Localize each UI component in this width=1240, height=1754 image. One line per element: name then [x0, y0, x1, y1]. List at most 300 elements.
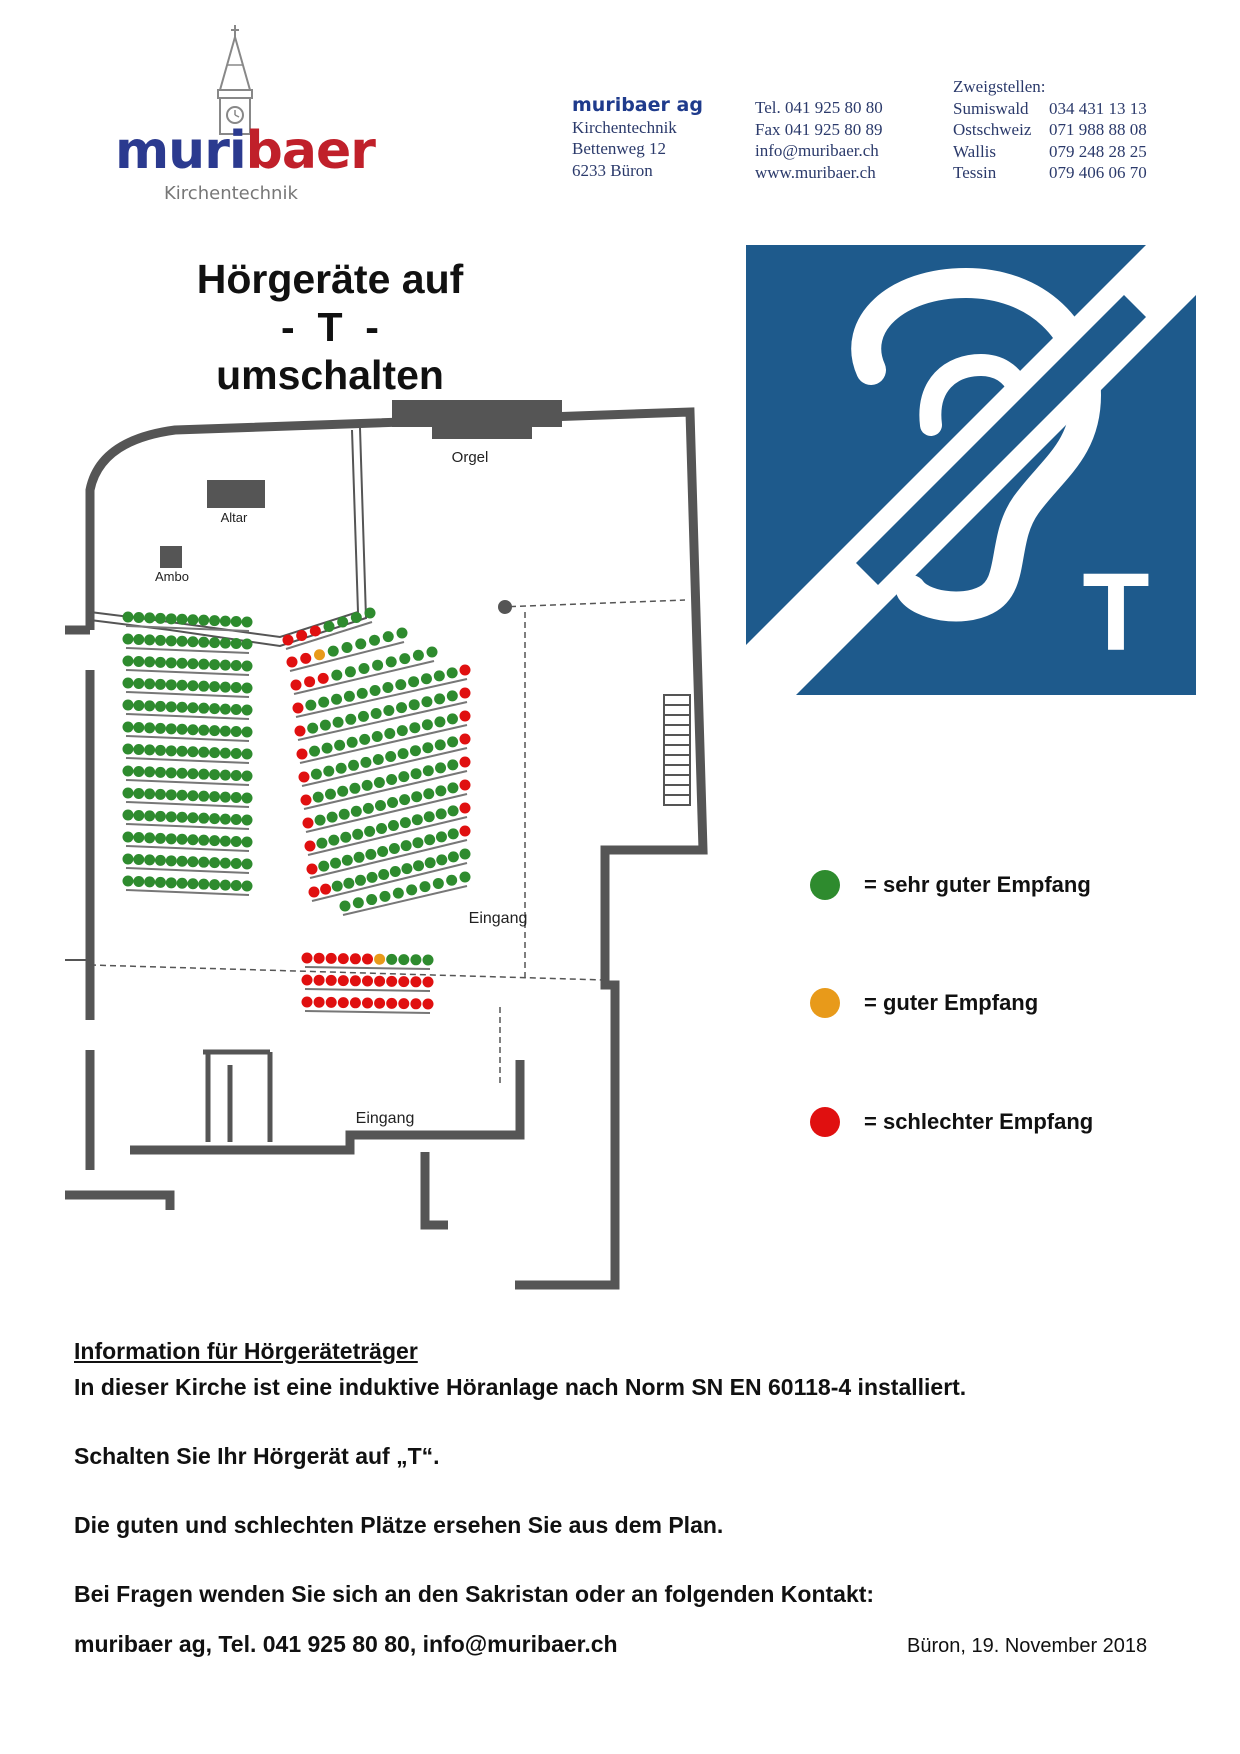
seat: [350, 953, 361, 964]
seat: [399, 653, 410, 664]
seat: [423, 765, 434, 776]
seat: [327, 812, 338, 823]
seat: [187, 812, 198, 823]
seat: [242, 727, 253, 738]
contact-phone: Tel. 041 925 80 80: [755, 98, 883, 117]
seat: [460, 826, 471, 837]
seat: [305, 700, 316, 711]
seat: [155, 679, 166, 690]
info-title: Information für Hörgeräteträger: [74, 1338, 418, 1364]
seat: [309, 887, 320, 898]
company-logo: [110, 25, 375, 205]
seat: [209, 879, 220, 890]
seat: [133, 876, 144, 887]
heading-line-1: Hörgeräte auf: [196, 256, 464, 302]
seat: [398, 998, 409, 1009]
seat: [144, 634, 155, 645]
seat: [302, 953, 313, 964]
seat: [123, 876, 134, 887]
seat: [436, 808, 447, 819]
seat: [460, 734, 471, 745]
seat: [410, 998, 421, 1009]
seat: [231, 726, 242, 737]
label-orgel: Orgel: [451, 449, 489, 466]
seat: [337, 617, 348, 628]
seat: [220, 814, 231, 825]
seat: [382, 682, 393, 693]
seat: [155, 723, 166, 734]
seat: [325, 789, 336, 800]
seat: [155, 745, 166, 756]
loop-amplifier: [498, 600, 512, 614]
label-altar: Altar: [220, 510, 248, 525]
seat: [242, 683, 253, 694]
seat: [187, 834, 198, 845]
sign-letter-t: T: [1082, 551, 1150, 674]
seat: [231, 616, 242, 627]
seat: [328, 835, 339, 846]
seat: [372, 660, 383, 671]
seat: [318, 861, 329, 872]
seat: [242, 793, 253, 804]
seat: [187, 878, 198, 889]
seat: [198, 703, 209, 714]
seat: [410, 976, 421, 987]
seat: [123, 656, 134, 667]
seat: [375, 800, 386, 811]
seat: [155, 877, 166, 888]
seat: [177, 856, 188, 867]
plan-stairs: [664, 695, 690, 805]
seat: [326, 997, 337, 1008]
seat: [177, 680, 188, 691]
document-date: Büron, 19. November 2018: [907, 1635, 1148, 1657]
seat: [446, 875, 457, 886]
seat: [340, 832, 351, 843]
seat: [220, 858, 231, 869]
branch-row: [953, 162, 1193, 184]
logo-wordmark-muri: muri: [115, 121, 246, 181]
seat: [155, 613, 166, 624]
seat: [422, 719, 433, 730]
page-heading: [150, 255, 510, 399]
seat: [386, 656, 397, 667]
seat: [305, 841, 316, 852]
seat: [436, 854, 447, 865]
seat: [198, 835, 209, 846]
seat: [177, 834, 188, 845]
seat: [209, 703, 220, 714]
seat: [410, 745, 421, 756]
seat: [242, 705, 253, 716]
seat: [133, 766, 144, 777]
seat: [283, 635, 294, 646]
seat: [410, 954, 421, 965]
seat: [393, 888, 404, 899]
seat: [322, 743, 333, 754]
seat: [307, 864, 318, 875]
seat: [198, 813, 209, 824]
seat: [187, 856, 198, 867]
seat: [144, 678, 155, 689]
seat: [386, 998, 397, 1009]
seat: [209, 725, 220, 736]
seat: [460, 665, 471, 676]
seat: [133, 612, 144, 623]
seat: [374, 976, 385, 987]
seat: [355, 875, 366, 886]
seat: [166, 657, 177, 668]
church-floor-plan: [60, 400, 740, 1300]
seat: [314, 649, 325, 660]
seat: [363, 803, 374, 814]
seat: [436, 831, 447, 842]
branch-phone: 071 988 88 08: [1049, 120, 1147, 139]
pew-line: [126, 670, 249, 675]
legend-item: [810, 988, 1038, 1018]
seat: [144, 832, 155, 843]
seat: [220, 660, 231, 671]
seat: [198, 791, 209, 802]
branch-name: Tessin: [953, 163, 997, 182]
seat: [338, 997, 349, 1008]
seat: [434, 716, 445, 727]
seat: [385, 751, 396, 762]
seat: [362, 976, 373, 987]
seat: [231, 660, 242, 671]
seat: [242, 859, 253, 870]
seat: [123, 678, 134, 689]
seat: [396, 702, 407, 713]
seat: [209, 857, 220, 868]
seat: [357, 688, 368, 699]
seat: [209, 681, 220, 692]
pew-line: [126, 692, 249, 697]
pew-line: [305, 1011, 430, 1013]
seat: [388, 820, 399, 831]
seat: [242, 771, 253, 782]
legend-label: = sehr guter Empfang: [864, 872, 1091, 897]
branch-name: Wallis: [953, 141, 997, 161]
branches-block: [953, 76, 1193, 184]
seat: [123, 744, 134, 755]
contact-website: www.muribaer.ch: [755, 162, 876, 182]
seat: [359, 663, 370, 674]
pew-line: [126, 802, 249, 807]
pew-line: [126, 824, 249, 829]
seat: [300, 653, 311, 664]
address-line: 6233 Büron: [572, 160, 653, 180]
seat: [337, 786, 348, 797]
seat: [187, 658, 198, 669]
branch-name: Sumiswald: [953, 98, 1029, 118]
seat: [448, 851, 459, 862]
seat: [209, 659, 220, 670]
seat: [412, 814, 423, 825]
seat: [412, 837, 423, 848]
seat: [209, 747, 220, 758]
branch-phone: 034 431 13 13: [1049, 98, 1147, 118]
seat: [302, 997, 313, 1008]
seat: [314, 953, 325, 964]
seat: [359, 734, 370, 745]
seat: [166, 767, 177, 778]
seat: [166, 613, 177, 624]
seat: [413, 650, 424, 661]
seat: [295, 726, 306, 737]
seat: [349, 783, 360, 794]
seat: [399, 794, 410, 805]
seat: [123, 854, 134, 865]
seat: [347, 737, 358, 748]
seat: [231, 748, 242, 759]
seat: [209, 769, 220, 780]
seat: [242, 639, 253, 650]
seat: [371, 708, 382, 719]
seat: [133, 678, 144, 689]
seat: [353, 897, 364, 908]
seat: [411, 768, 422, 779]
seat: [123, 766, 134, 777]
seat: [408, 676, 419, 687]
seat: [155, 767, 166, 778]
address-block: [572, 95, 703, 181]
seat: [144, 766, 155, 777]
seat: [369, 635, 380, 646]
legend-dot-red: [810, 1107, 840, 1137]
seat: [291, 680, 302, 691]
seat: [376, 823, 387, 834]
seat: [220, 748, 231, 759]
seat: [198, 879, 209, 890]
seat: [296, 630, 307, 641]
seat: [144, 656, 155, 667]
seat: [220, 836, 231, 847]
seat: [231, 638, 242, 649]
seat: [166, 877, 177, 888]
seat: [231, 836, 242, 847]
seat: [358, 711, 369, 722]
branch-name: Ostschweiz: [953, 120, 1032, 139]
seat: [373, 754, 384, 765]
seat: [377, 846, 388, 857]
seat: [187, 680, 198, 691]
seat: [231, 704, 242, 715]
seat: [328, 646, 339, 657]
info-line-4: Bei Fragen wenden Sie sich an den Sakristan oder an folgenden Kontakt:: [74, 1581, 875, 1607]
seat: [166, 855, 177, 866]
seat: [447, 759, 458, 770]
seat: [423, 977, 434, 988]
logo-subtitle: Kirchentechnik: [164, 183, 298, 204]
seat: [365, 608, 376, 619]
seat: [374, 998, 385, 1009]
branch-phone: 079 406 06 70: [1049, 163, 1147, 182]
seat: [352, 829, 363, 840]
seat: [144, 854, 155, 865]
seat: [302, 975, 313, 986]
seat: [460, 849, 471, 860]
seat: [460, 711, 471, 722]
organ-shape: [392, 400, 562, 439]
seat: [338, 975, 349, 986]
seat: [365, 849, 376, 860]
seat: [133, 656, 144, 667]
seat: [348, 760, 359, 771]
seat: [314, 975, 325, 986]
seat: [324, 621, 335, 632]
seat: [133, 810, 144, 821]
seat: [198, 857, 209, 868]
seat: [198, 747, 209, 758]
seat: [287, 657, 298, 668]
seat: [166, 745, 177, 756]
seat: [342, 642, 353, 653]
seat: [447, 782, 458, 793]
seat: [242, 815, 253, 826]
seat: [155, 789, 166, 800]
seat: [427, 647, 438, 658]
seat: [177, 702, 188, 713]
branch-row: [953, 98, 1193, 120]
seat: [350, 975, 361, 986]
seat: [386, 774, 397, 785]
seat: [447, 667, 458, 678]
seat: [177, 614, 188, 625]
seat: [386, 954, 397, 965]
seat: [397, 725, 408, 736]
seat: [331, 694, 342, 705]
seat: [447, 736, 458, 747]
seat: [231, 682, 242, 693]
seat: [166, 723, 177, 734]
pew-line: [126, 714, 249, 719]
seat: [448, 828, 459, 839]
seat: [177, 636, 188, 647]
seat: [434, 693, 445, 704]
seat: [320, 720, 331, 731]
seat: [299, 772, 310, 783]
church-tower-icon: [200, 25, 270, 135]
seat: [220, 792, 231, 803]
seat: [209, 791, 220, 802]
seat: [220, 616, 231, 627]
seat: [198, 769, 209, 780]
seat: [374, 954, 385, 965]
seat: [318, 697, 329, 708]
seat: [351, 612, 362, 623]
seat: [123, 700, 134, 711]
seat: [398, 976, 409, 987]
seat: [307, 723, 318, 734]
seat: [231, 792, 242, 803]
seat: [339, 809, 350, 820]
seat: [177, 658, 188, 669]
seat: [435, 785, 446, 796]
seat: [386, 976, 397, 987]
seat: [367, 872, 378, 883]
seat: [297, 749, 308, 760]
seat: [187, 724, 198, 735]
address-line: Bettenweg 12: [572, 139, 666, 158]
seat: [421, 673, 432, 684]
seat: [338, 953, 349, 964]
seat: [242, 837, 253, 848]
seat: [351, 806, 362, 817]
seat: [448, 805, 459, 816]
seat: [231, 880, 242, 891]
pew-line: [126, 890, 249, 895]
seat: [123, 788, 134, 799]
seat: [374, 777, 385, 788]
seat: [293, 703, 304, 714]
seat: [187, 768, 198, 779]
seat: [420, 881, 431, 892]
seat: [320, 884, 331, 895]
seat: [166, 811, 177, 822]
seat: [401, 863, 412, 874]
seat: [395, 679, 406, 690]
seat: [362, 998, 373, 1009]
address-company: muribaer ag: [572, 94, 703, 116]
seat: [323, 766, 334, 777]
seat: [311, 769, 322, 780]
seat: [318, 673, 329, 684]
seat: [133, 788, 144, 799]
seat: [387, 797, 398, 808]
seat: [331, 670, 342, 681]
seat: [177, 746, 188, 757]
seat: [209, 813, 220, 824]
info-line-3: Die guten und schlechten Plätze ersehen Sie aus dem Plan.: [74, 1512, 724, 1538]
seat: [187, 790, 198, 801]
seat: [310, 626, 321, 637]
info-contact: muribaer ag, Tel. 041 925 80 80, info@muribaer.ch: [74, 1631, 618, 1657]
seat: [314, 997, 325, 1008]
seat: [304, 676, 315, 687]
branch-row: [953, 141, 1193, 163]
seat: [177, 812, 188, 823]
seat: [123, 634, 134, 645]
seat: [187, 614, 198, 625]
seat: [231, 858, 242, 869]
seat: [242, 661, 253, 672]
seat: [326, 953, 337, 964]
seat: [123, 810, 134, 821]
seat: [123, 832, 134, 843]
seat: [460, 803, 471, 814]
legend-item: [810, 870, 1091, 900]
seat: [400, 817, 411, 828]
seat: [406, 884, 417, 895]
heading-line-3: umschalten: [216, 352, 444, 398]
address-line: Kirchentechnik: [572, 117, 677, 137]
seat: [144, 612, 155, 623]
branches-title: Zweigstellen:: [953, 77, 1046, 96]
legend-label: = schlechter Empfang: [864, 1109, 1094, 1134]
seat: [309, 746, 320, 757]
seat: [460, 872, 471, 883]
seat: [409, 699, 420, 710]
seat: [398, 954, 409, 965]
logo-wordmark-baer: baer: [245, 121, 375, 181]
seat: [198, 681, 209, 692]
label-eingang-right: Eingang: [468, 910, 528, 927]
seat: [315, 815, 326, 826]
seat: [220, 726, 231, 737]
contact-email: info@muribaer.ch: [755, 141, 879, 160]
seat: [422, 742, 433, 753]
